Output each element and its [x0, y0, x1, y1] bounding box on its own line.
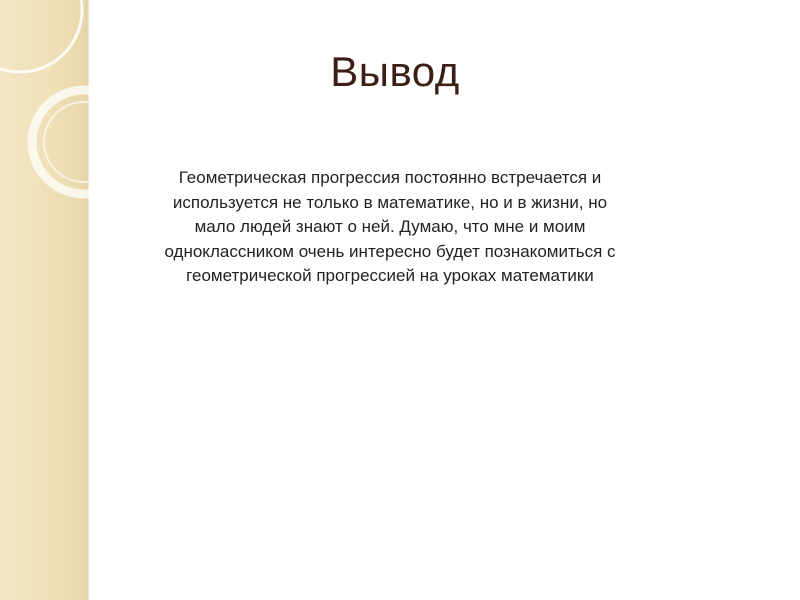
slide-body-text: Геометрическая прогрессия постоянно встречается и используется не только в математике, но и в жизни, но мало людей знают о ней. Думаю, что мне и моим одноклассником очень интересно будет познакомиться с геометрической прогрессией на уроках математики	[164, 168, 616, 285]
slide-title: Вывод	[330, 48, 460, 95]
concentric-rings-icon	[0, 0, 140, 220]
